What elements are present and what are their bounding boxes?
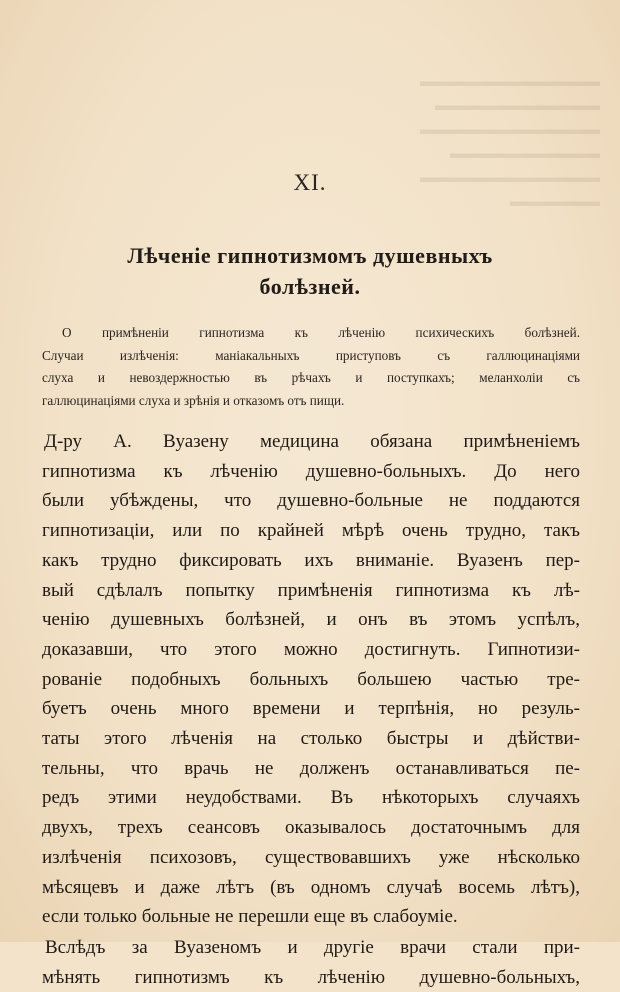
title-line: Лѣченіе гипнотизмомъ душевныхъ bbox=[127, 243, 493, 268]
body-line: были убѣждены, что душевно-больные не поддаются bbox=[42, 490, 580, 512]
body-line: двухъ, трехъ сеансовъ оказывалось достаточнымъ для bbox=[42, 817, 580, 839]
chapter-summary bbox=[42, 322, 580, 412]
body-line: если только больные не перешли еще въ слабоуміе. bbox=[42, 906, 458, 928]
summary-line: галлюцинаціями слуха и зрѣнія и отказомъ отъ пищи. bbox=[42, 392, 345, 408]
bleed-through-texture: ▬▬▬▬▬▬▬▬▬▬▬▬ ▬▬▬▬▬▬▬▬▬▬▬ ▬▬▬▬▬▬▬▬▬▬▬▬ ▬▬▬▬▬▬▬▬▬▬ ▬▬▬▬▬▬▬▬▬▬▬▬ ▬▬▬▬▬▬ bbox=[420, 74, 600, 210]
summary-line: слуха и невоздержностью въ рѣчахъ и поступкахъ; меланхоліи съ bbox=[42, 370, 580, 385]
summary-line: Случаи излѣченія: маніакальныхъ приступовъ съ галлюцинаціями bbox=[42, 347, 580, 363]
body-line: Вслѣдъ за Вуазеномъ и другіе врачи стали при- bbox=[45, 936, 580, 958]
body-line: мѣнять гипнотизмъ къ лѣченію душевно-больныхъ, bbox=[42, 966, 580, 988]
body-line: Д-ру А. Вуазену медицина обязана примѣненіемъ bbox=[44, 431, 580, 452]
body-line: ченію душевныхъ болѣзней, и онъ въ этомъ успѣлъ, bbox=[42, 609, 580, 631]
chapter-number: XI. bbox=[293, 170, 327, 195]
body-line: излѣченія психозовъ, существовавшихъ уже нѣсколько bbox=[42, 846, 580, 868]
body-line: гипнотизма къ лѣченію душевно-больныхъ. До него bbox=[42, 460, 580, 482]
body-line: доказавши, что этого можно достигнуть. Гипнотизи- bbox=[42, 638, 580, 660]
summary-line: О примѣненіи гипнотизма къ лѣченію психическихъ болѣзней. bbox=[62, 325, 580, 340]
chapter-title bbox=[40, 240, 580, 302]
body-line: рованіе подобныхъ больныхъ большею частью тре- bbox=[42, 668, 580, 690]
body-text bbox=[42, 427, 580, 992]
body-line: редъ этими неудобствами. Въ нѣкоторыхъ случаяхъ bbox=[42, 787, 580, 809]
body-line: тельны, что врачь не долженъ останавливаться пе- bbox=[42, 757, 580, 779]
body-line: вый сдѣлалъ попытку примѣненія гипнотизма къ лѣ- bbox=[42, 579, 580, 601]
body-line: гипнотизаціи, или по крайней мѣрѣ очень трудно, такъ bbox=[42, 520, 580, 542]
body-line: таты этого лѣченія на столько быстры и дѣйстви- bbox=[42, 728, 580, 750]
body-line: буетъ очень много времени и терпѣнія, но резуль- bbox=[42, 698, 580, 720]
title-line: болѣзней. bbox=[259, 274, 361, 299]
body-line: мѣсяцевъ и даже лѣтъ (въ одномъ случаѣ восемь лѣтъ), bbox=[42, 876, 580, 898]
body-line: какъ трудно фиксировать ихъ вниманіе. Вуазенъ пер- bbox=[42, 549, 580, 571]
